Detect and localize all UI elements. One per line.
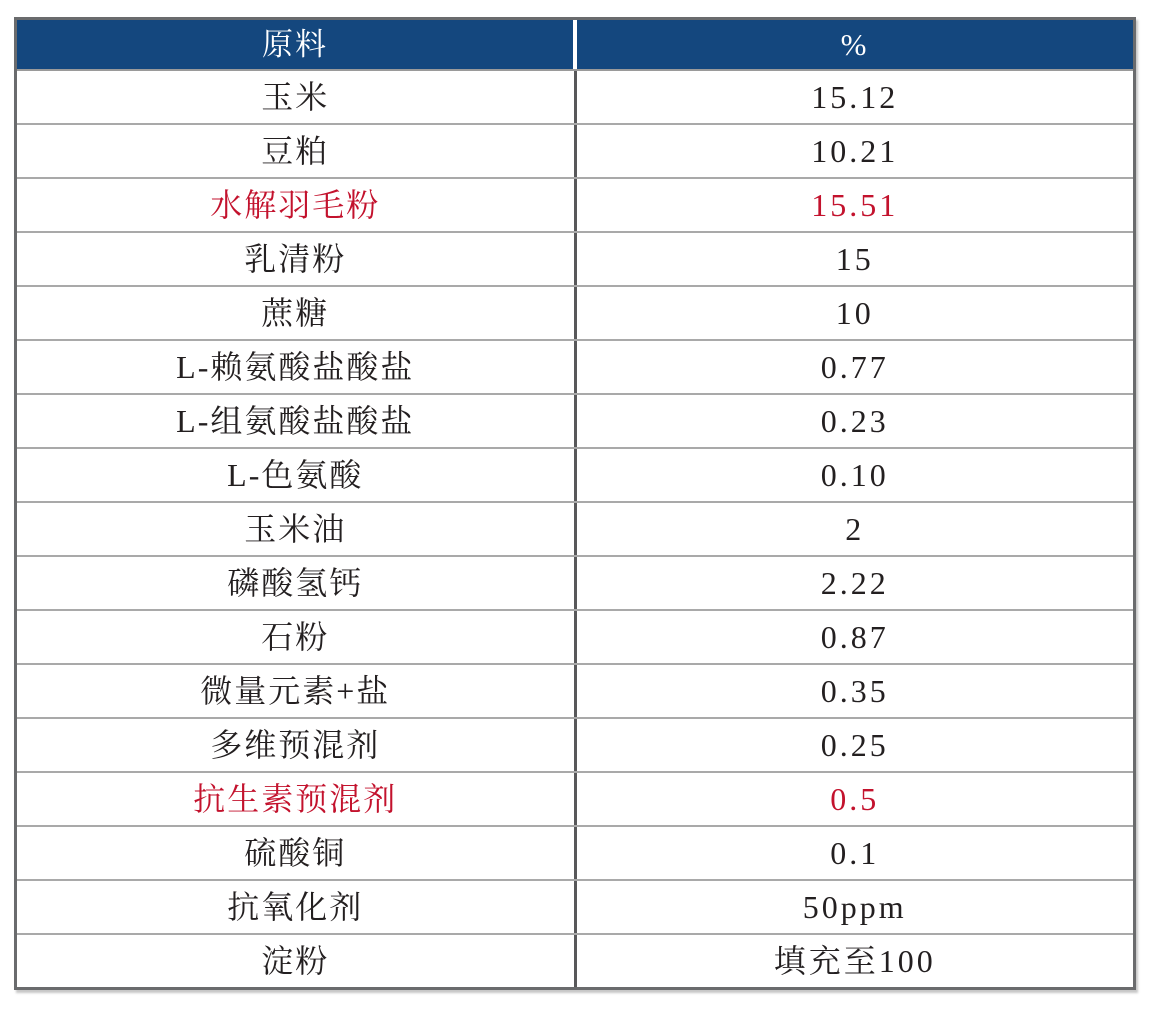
table-row [17,123,1133,177]
table-row [17,231,1133,285]
ingredient-cell: L-色氨酸 [17,449,577,501]
percent-cell: 0.10 [820,457,889,493]
percent-cell: 0.35 [820,673,889,709]
percent-cell: 15 [835,241,874,277]
table-body [17,71,1133,987]
header-ingredient: 原料 [17,20,577,69]
feed-formula-table [14,17,1136,990]
percent-cell: 50ppm [802,889,907,925]
ingredient-cell: 石粉 [17,611,577,663]
ingredient-cell: 磷酸氢钙 [17,557,577,609]
percent-cell: 10 [835,295,874,331]
percent-cell: 15.12 [811,79,899,115]
percent-cell: 0.87 [820,619,889,655]
table-row [17,285,1133,339]
percent-cell: 0.77 [820,349,889,385]
table-row [17,825,1133,879]
table-row [17,555,1133,609]
percent-cell: 0.23 [820,403,889,439]
table-row [17,393,1133,447]
percent-cell: 10.21 [811,133,899,169]
ingredient-cell: 蔗糖 [17,287,577,339]
ingredient-cell: 抗生素预混剂 [17,773,577,825]
table-row [17,879,1133,933]
ingredient-cell: 水解羽毛粉 [17,179,577,231]
percent-cell: 0.25 [820,727,889,763]
percent-cell: 2 [845,511,865,547]
percent-cell: 15.51 [811,187,899,223]
table-row [17,717,1133,771]
table-row [17,933,1133,987]
percent-cell: 填充至100 [773,943,936,979]
table-row [17,663,1133,717]
ingredient-cell: 乳清粉 [17,233,577,285]
table-row [17,177,1133,231]
percent-cell: 0.1 [830,835,880,871]
table-row [17,447,1133,501]
ingredient-cell: 微量元素+盐 [17,665,577,717]
ingredient-cell: 玉米 [17,71,577,123]
table-row [17,501,1133,555]
ingredient-cell: 淀粉 [17,935,577,987]
percent-cell: 0.5 [830,781,880,817]
table-row [17,609,1133,663]
header-percent: % [840,27,870,62]
ingredient-cell: 玉米油 [17,503,577,555]
table-row [17,771,1133,825]
percent-cell: 2.22 [820,565,889,601]
ingredient-cell: 硫酸铜 [17,827,577,879]
table-row [17,71,1133,123]
ingredient-cell: 抗氧化剂 [17,881,577,933]
ingredient-cell: 多维预混剂 [17,719,577,771]
table-header-row [17,20,1133,71]
table-row [17,339,1133,393]
ingredient-cell: 豆粕 [17,125,577,177]
ingredient-cell: L-赖氨酸盐酸盐 [17,341,577,393]
ingredient-cell: L-组氨酸盐酸盐 [17,395,577,447]
